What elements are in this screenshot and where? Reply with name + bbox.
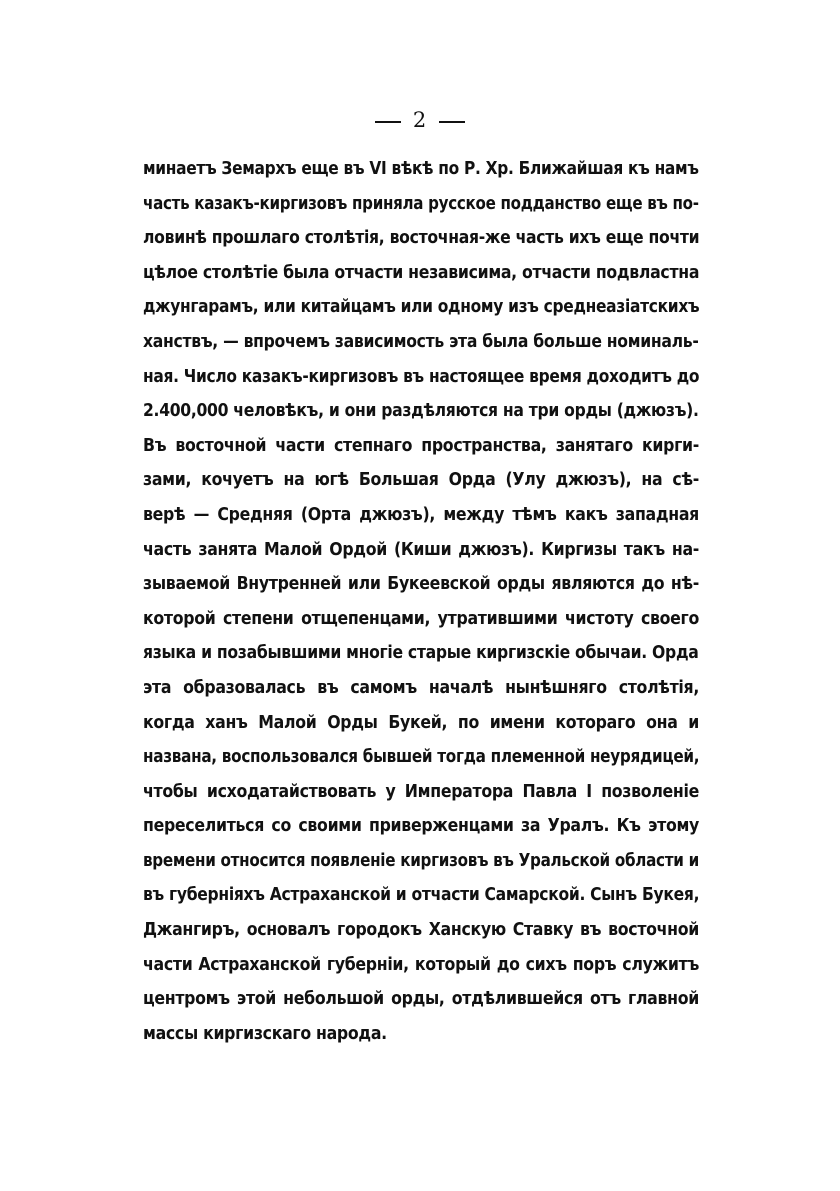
text-line: въ губерніяхъ Астраханской и отчасти Самарской. Сынъ Букея, [143,885,700,906]
page-number: 2 [412,108,428,132]
left-dash [375,121,401,123]
text-line: ловинѣ прошлаго столѣтія, восточная-же часть ихъ еще почти [143,228,700,249]
text-line: которой степени отщепенцами, утратившими чистоту своего [143,608,699,629]
text-line: чтобы исходатайствовать у Императора Павла I позволеніе [143,781,699,802]
text-line: зами, кочуетъ на югѣ Большая Орда (Улу джюзъ), на сѣ- [143,470,699,491]
text-line: часть казакъ-киргизовъ приняла русское подданство еще въ по- [143,193,699,214]
text-line: эта образовалась въ самомъ началѣ нынѣшняго столѣтія, [143,677,699,698]
text-line: центромъ этой небольшой орды, отдѣлившейся отъ главной [143,989,699,1010]
text-line: языка и позабывшими многіе старые киргизскіе обычаи. Орда [143,643,699,664]
text-line: ханствъ, — впрочемъ зависимость эта была больше номиналь- [143,331,699,352]
text-line: Въ восточной части степнаго пространства, занятаго кирги- [143,435,699,456]
text-line: 2.400,000 человѣкъ, и они раздѣляются на три орды (джюзъ). [143,401,699,422]
text-line: названа, воспользовался бывшей тогда племенной неурядицей, [143,747,700,768]
text-line: переселиться со своими приверженцами за Уралъ. Къ этому [143,816,699,837]
text-line: времени относится появленіе киргизовъ въ Уральской области и [143,850,699,871]
text-line: минаетъ Земархъ еще въ VI вѣкѣ по Р. Хр. Ближайшая къ намъ [143,159,699,179]
right-dash [439,121,465,123]
page-header [0,106,840,134]
text-line: зываемой Внутренней или Букеевской орды являются до нѣ- [143,574,699,595]
text-line: цѣлое столѣтіе была отчасти независима, отчасти подвластна [143,262,700,283]
text-line: Джангиръ, основалъ городокъ Ханскую Ставку въ восточной [143,920,699,941]
text-line: ная. Число казакъ-киргизовъ въ настоящее время доходитъ до [143,366,700,387]
text-line: части Астраханской губерніи, который до сихъ поръ служитъ [143,954,699,975]
text-line-last: массы киргизскаго народа. [143,1023,387,1044]
text-line: когда ханъ Малой Орды Букей, по имени котораго она и [143,712,699,733]
text-line: часть занята Малой Ордой (Киши джюзъ). Киргизы такъ на- [143,539,699,560]
text-line: джунгарамъ, или китайцамъ или одному изъ среднеазіатскихъ [143,297,700,318]
body-paragraph [143,152,699,1051]
text-line: верѣ — Средняя (Орта джюзъ), между тѣмъ какъ западная [143,504,699,525]
